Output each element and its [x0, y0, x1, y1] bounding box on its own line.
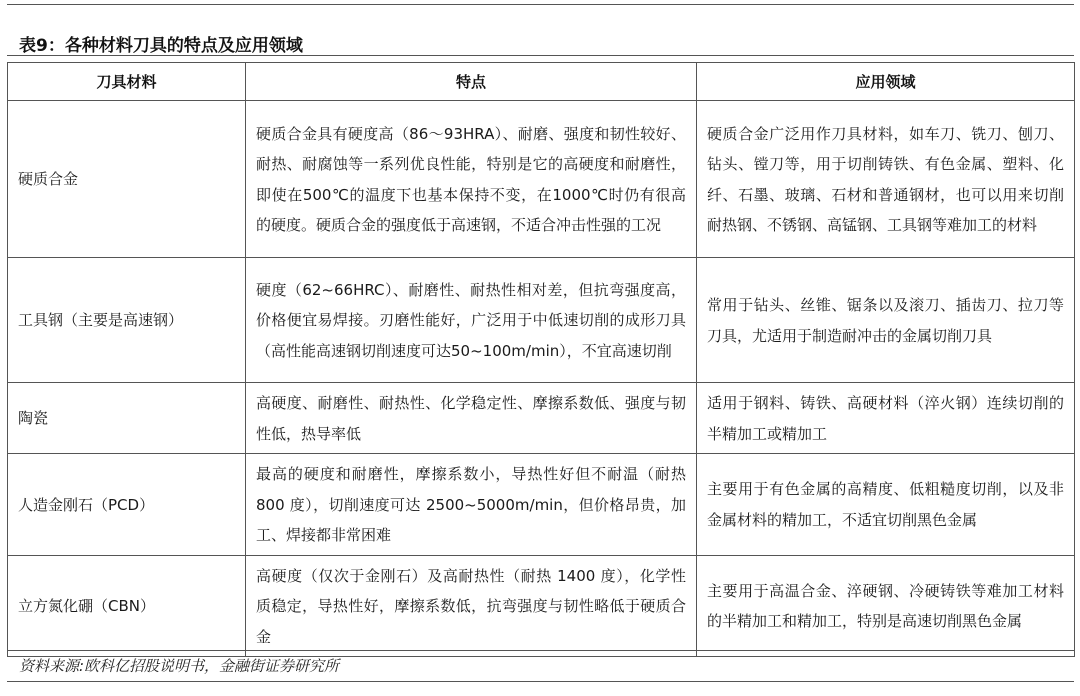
table-row [8, 454, 1075, 556]
material-cell: 立方氮化硼（CBN） [8, 555, 246, 657]
applications-cell: 常用于钻头、丝锥、锯条以及滚刀、插齿刀、拉刀等刀具，尤适用于制造耐冲击的金属切削刀具 [697, 258, 1075, 383]
applications-cell: 主要用于高温合金、淬硬钢、冷硬铸铁等难加工材料的半精加工和精加工，特别是高速切削黑色金属 [697, 555, 1075, 657]
header-material: 刀具材料 [8, 63, 246, 101]
features-cell: 最高的硬度和耐磨性，摩擦系数小，导热性好但不耐温（耐热 800 度），切削速度可达 2500~5000m/min，但价格昂贵，加工、焊接都非常困难 [246, 454, 697, 556]
features-cell: 硬度（62~66HRC）、耐磨性、耐热性相对差，但抗弯强度高，价格便宜易焊接。刃磨性能好，广泛用于中低速切削的成形刀具（高性能高速钢切削速度可达50~100m/min），不宜高速切削 [246, 258, 697, 383]
source-note [7, 650, 1074, 682]
material-cell: 陶瓷 [8, 383, 246, 454]
material-cell: 人造金刚石（PCD） [8, 454, 246, 556]
header-features: 特点 [246, 63, 697, 101]
applications-cell: 适用于钢料、铸铁、高硬材料（淬火钢）连续切削的半精加工或精加工 [697, 383, 1075, 454]
table-row [8, 555, 1075, 657]
applications-cell: 硬质合金广泛用作刀具材料，如车刀、铣刀、刨刀、钻头、镗刀等，用于切削铸铁、有色金属、塑料、化纤、石墨、玻璃、石材和普通钢材，也可以用来切削耐热钢、不锈钢、高锰钢、工具钢等难加工的材料 [697, 101, 1075, 258]
applications-cell: 主要用于有色金属的高精度、低粗糙度切削，以及非金属材料的精加工，不适宜切削黑色金属 [697, 454, 1075, 556]
material-cell: 工具钢（主要是高速钢） [8, 258, 246, 383]
features-cell: 硬质合金具有硬度高（86～93HRA）、耐磨、强度和韧性较好、耐热、耐腐蚀等一系列优良性能，特别是它的高硬度和耐磨性，即使在500℃的温度下也基本保持不变，在1000℃时仍有很高的硬度。硬质合金的强度低于高速钢，不适合冲击性强的工况 [246, 101, 697, 258]
table-title: 表9：各种材料刀具的特点及应用领域 [19, 36, 303, 56]
header-applications: 应用领域 [697, 63, 1075, 101]
title-bar [7, 4, 1074, 56]
source-text: 资料来源:欧科亿招股说明书，金融街证券研究所 [19, 657, 340, 675]
features-cell: 高硬度（仅次于金刚石）及高耐热性（耐热 1400 度），化学性质稳定，导热性好，摩擦系数低，抗弯强度与韧性略低于硬质合金 [246, 555, 697, 657]
table-row [8, 101, 1075, 258]
table-row [8, 258, 1075, 383]
header-row [8, 63, 1075, 101]
table-figure [7, 4, 1074, 680]
features-cell: 高硬度、耐磨性、耐热性、化学稳定性、摩擦系数低、强度与韧性低，热导率低 [246, 383, 697, 454]
materials-table [7, 62, 1075, 657]
material-cell: 硬质合金 [8, 101, 246, 258]
table-row [8, 383, 1075, 454]
